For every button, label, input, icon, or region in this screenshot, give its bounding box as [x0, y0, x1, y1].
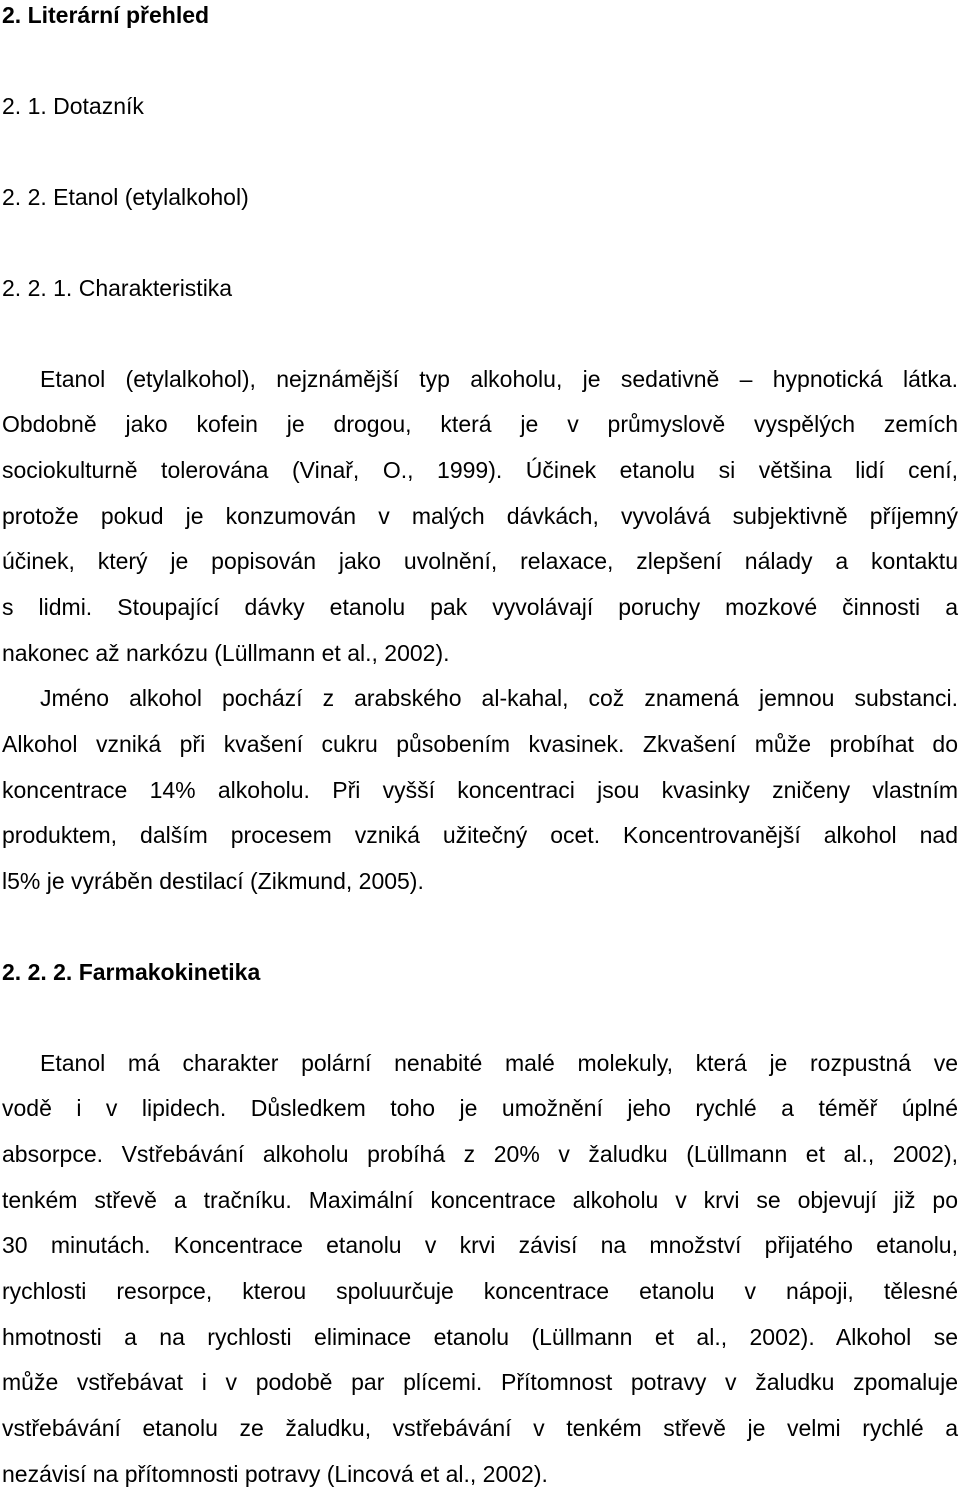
heading-etanol: 2. 2. Etanol (etylalkohol)	[2, 184, 249, 210]
paragraph-line: s lidmi. Stoupající dávky etanolu pak vyvolávají poruchy mozkové činnosti a	[2, 594, 958, 620]
heading-charakteristika: 2. 2. 1. Charakteristika	[2, 275, 233, 301]
heading-literarni-prehled: 2. Literární přehled	[2, 2, 210, 28]
paragraph-line: Etanol má charakter polární nenabité malé molekuly, která je rozpustná ve	[40, 1050, 958, 1076]
paragraph-line: Etanol (etylalkohol), nejznámější typ alkoholu, je sedativně – hypnotická látka.	[40, 366, 958, 392]
paragraph-line: vstřebávání etanolu ze žaludku, vstřebávání v tenkém střevě je velmi rychlé a	[2, 1415, 958, 1441]
paragraph-line: Obdobně jako kofein je drogou, která je v průmyslově vyspělých zemích	[2, 411, 958, 437]
paragraph-line: Jméno alkohol pochází z arabského al-kahal, což znamená jemnou substanci.	[40, 685, 958, 711]
heading-farmakokinetika: 2. 2. 2. Farmakokinetika	[2, 959, 261, 985]
paragraph-line: l5% je vyráběn destilací (Zikmund, 2005).	[2, 868, 424, 894]
paragraph-line: účinek, který je popisován jako uvolnění, relaxace, zlepšení nálady a kontaktu	[2, 548, 958, 574]
paragraph-line: vodě i v lipidech. Důsledkem toho je umožnění jeho rychlé a téměř úplné	[2, 1095, 958, 1121]
paragraph-line: může vstřebávat i v podobě par plícemi. Přítomnost potravy v žaludku zpomaluje	[2, 1369, 958, 1395]
paragraph-line: nezávisí na přítomnosti potravy (Lincová et al., 2002).	[2, 1461, 548, 1487]
paragraph-line: rychlosti resorpce, kterou spoluurčuje koncentrace etanolu v nápoji, tělesné	[2, 1278, 958, 1304]
paragraph-line: absorpce. Vstřebávání alkoholu probíhá z 20% v žaludku (Lüllmann et al., 2002),	[2, 1141, 958, 1167]
paragraph-line: nakonec až narkózu (Lüllmann et al., 2002).	[2, 640, 450, 666]
paragraph-line: tenkém střevě a tračníku. Maximální koncentrace alkoholu v krvi se objevují již po	[2, 1187, 958, 1213]
paragraph-line: produktem, dalším procesem vzniká užitečný ocet. Koncentrovanější alkohol nad	[2, 822, 958, 848]
paragraph-line: hmotnosti a na rychlosti eliminace etanolu (Lüllmann et al., 2002). Alkohol se	[2, 1324, 958, 1350]
heading-dotaznik: 2. 1. Dotazník	[2, 93, 144, 119]
paragraph-line: 30 minutách. Koncentrace etanolu v krvi závisí na množství přijatého etanolu,	[2, 1232, 958, 1258]
paragraph-line: sociokulturně tolerována (Vinař, O., 1999). Účinek etanolu si většina lidí cení,	[2, 457, 958, 483]
paragraph-line: Alkohol vzniká při kvašení cukru působením kvasinek. Zkvašení může probíhat do	[2, 731, 958, 757]
paragraph-line: protože pokud je konzumován v malých dávkách, vyvolává subjektivně příjemný	[2, 503, 958, 529]
paragraph-line: koncentrace 14% alkoholu. Při vyšší koncentraci jsou kvasinky zničeny vlastním	[2, 777, 958, 803]
